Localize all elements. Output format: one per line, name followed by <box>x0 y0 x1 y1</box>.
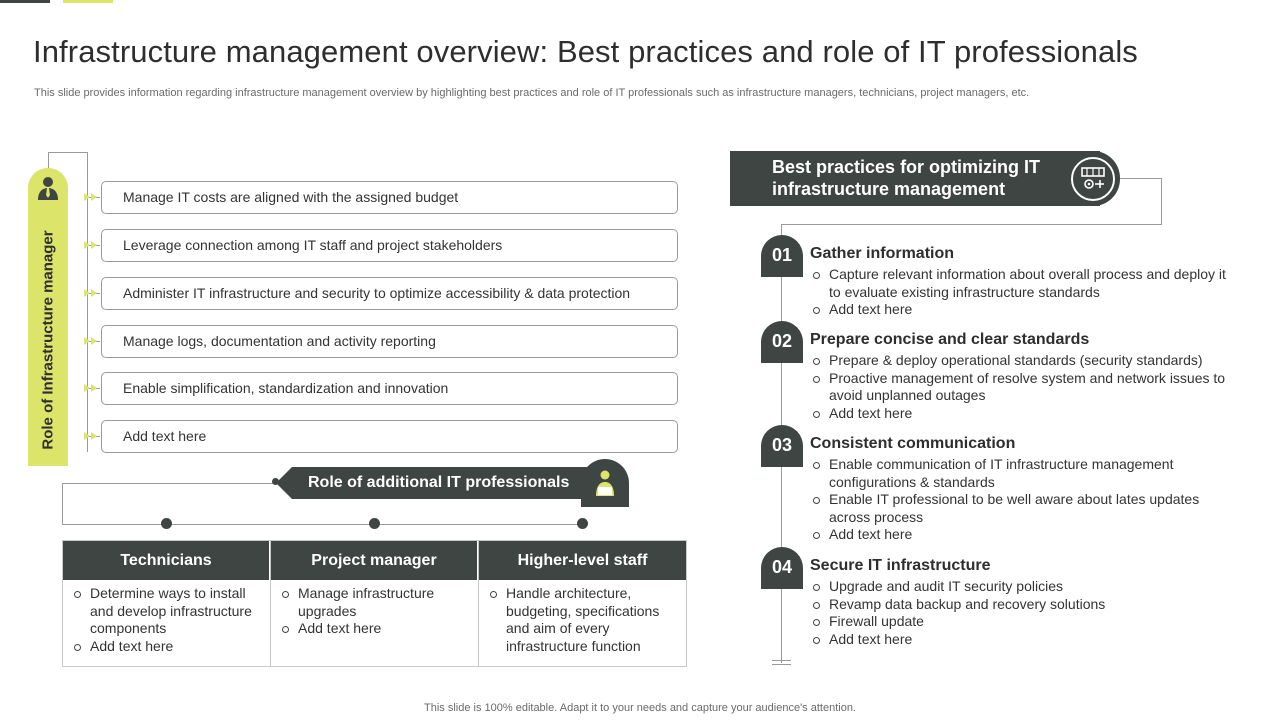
connector-line <box>62 524 583 525</box>
manager-task-item: Add text here <box>101 420 678 453</box>
connector-line <box>781 224 1162 225</box>
step-item: Add text here <box>810 631 1240 649</box>
connector-dot <box>577 518 588 529</box>
connector-line <box>62 483 63 524</box>
step-item: Firewall update <box>810 613 1240 631</box>
step-number-badge: 03 <box>761 425 803 467</box>
step-item: Upgrade and audit IT security policies <box>810 578 1240 596</box>
connector-line <box>1118 178 1162 179</box>
role-duty-item: Add text here <box>72 638 262 656</box>
top-accent-dark <box>0 0 50 3</box>
person-laptop-icon <box>581 459 629 507</box>
step-title: Prepare concise and clear standards <box>810 331 1090 348</box>
footer-note: This slide is 100% editable. Adapt it to your needs and capture your audience's attention. <box>424 702 856 714</box>
role-duty-item: Handle architecture, budgeting, specifications and aim of every infrastructure function <box>488 585 678 655</box>
role-column-header: Project manager <box>271 541 478 580</box>
manager-role-label: Role of Infrastructure manager <box>39 230 57 450</box>
step-items-list <box>810 266 1240 319</box>
role-duties-list <box>479 580 686 655</box>
manager-task-item: Leverage connection among IT staff and project stakeholders <box>101 229 678 262</box>
page-subtitle: This slide provides information regarding infrastructure management overview by highlighting best practices and role of IT professionals such as infrastructure managers, technicians, project managers, etc. <box>34 87 1030 99</box>
top-accent-yellow <box>63 0 113 3</box>
timeline-end <box>772 664 791 665</box>
page-title: Infrastructure management overview: Best practices and role of IT professionals <box>33 34 1138 69</box>
role-duty-item: Add text here <box>280 620 470 638</box>
role-column <box>63 541 271 666</box>
step-item: Enable communication of IT infrastructure management configurations & standards <box>810 456 1240 491</box>
step-item: Enable IT professional to be well aware about lates updates across process <box>810 491 1240 526</box>
role-duty-item: Manage infrastructure upgrades <box>280 585 470 620</box>
step-title: Secure IT infrastructure <box>810 557 991 574</box>
additional-banner: Role of additional IT professionals <box>292 467 602 499</box>
arrow-icon <box>84 384 100 392</box>
manager-task-item: Enable simplification, standardization and innovation <box>101 372 678 405</box>
step-items-list <box>810 456 1240 544</box>
additional-banner-tip <box>276 467 292 499</box>
roles-table <box>62 540 687 667</box>
role-column-header: Technicians <box>63 541 270 580</box>
step-title: Consistent communication <box>810 435 1016 452</box>
step-number-badge: 02 <box>761 321 803 363</box>
step-item: Add text here <box>810 301 1240 319</box>
network-gear-icon <box>1066 151 1120 206</box>
role-column <box>271 541 479 666</box>
step-item: Add text here <box>810 526 1240 544</box>
role-column <box>479 541 686 666</box>
step-item: Prepare & deploy operational standards (security standards) <box>810 352 1240 370</box>
best-practices-banner: Best practices for optimizing IT infrastructure management <box>730 151 1100 206</box>
arrow-icon <box>84 193 100 201</box>
manager-task-item: Manage IT costs are aligned with the assigned budget <box>101 181 678 214</box>
step-items-list <box>810 578 1240 648</box>
step-item: Proactive management of resolve system and network issues to avoid unplanned outages <box>810 370 1240 405</box>
role-column-header: Higher-level staff <box>479 541 686 580</box>
connector-line <box>62 483 276 484</box>
step-item: Revamp data backup and recovery solutions <box>810 596 1240 614</box>
step-number-badge: 01 <box>761 235 803 277</box>
connector-dot <box>369 518 380 529</box>
manager-task-item: Administer IT infrastructure and security to optimize accessibility & data protection <box>101 277 678 310</box>
arrow-icon <box>84 337 100 345</box>
connector-dot <box>161 518 172 529</box>
role-duty-item: Determine ways to install and develop infrastructure components <box>72 585 262 638</box>
connector-line <box>1161 178 1162 224</box>
arrow-icon <box>84 289 100 297</box>
step-item: Add text here <box>810 405 1240 423</box>
role-duties-list <box>63 580 270 655</box>
step-title: Gather information <box>810 245 955 262</box>
step-item: Capture relevant information about overall process and deploy it to evaluate existing infrastructure standards <box>810 266 1240 301</box>
role-duties-list <box>271 580 478 638</box>
timeline-end <box>772 660 791 661</box>
step-number-badge: 04 <box>761 547 803 589</box>
manager-task-item: Manage logs, documentation and activity reporting <box>101 325 678 358</box>
person-tie-icon <box>28 168 68 208</box>
arrow-icon <box>84 241 100 249</box>
step-items-list <box>810 352 1240 422</box>
arrow-icon <box>84 432 100 440</box>
